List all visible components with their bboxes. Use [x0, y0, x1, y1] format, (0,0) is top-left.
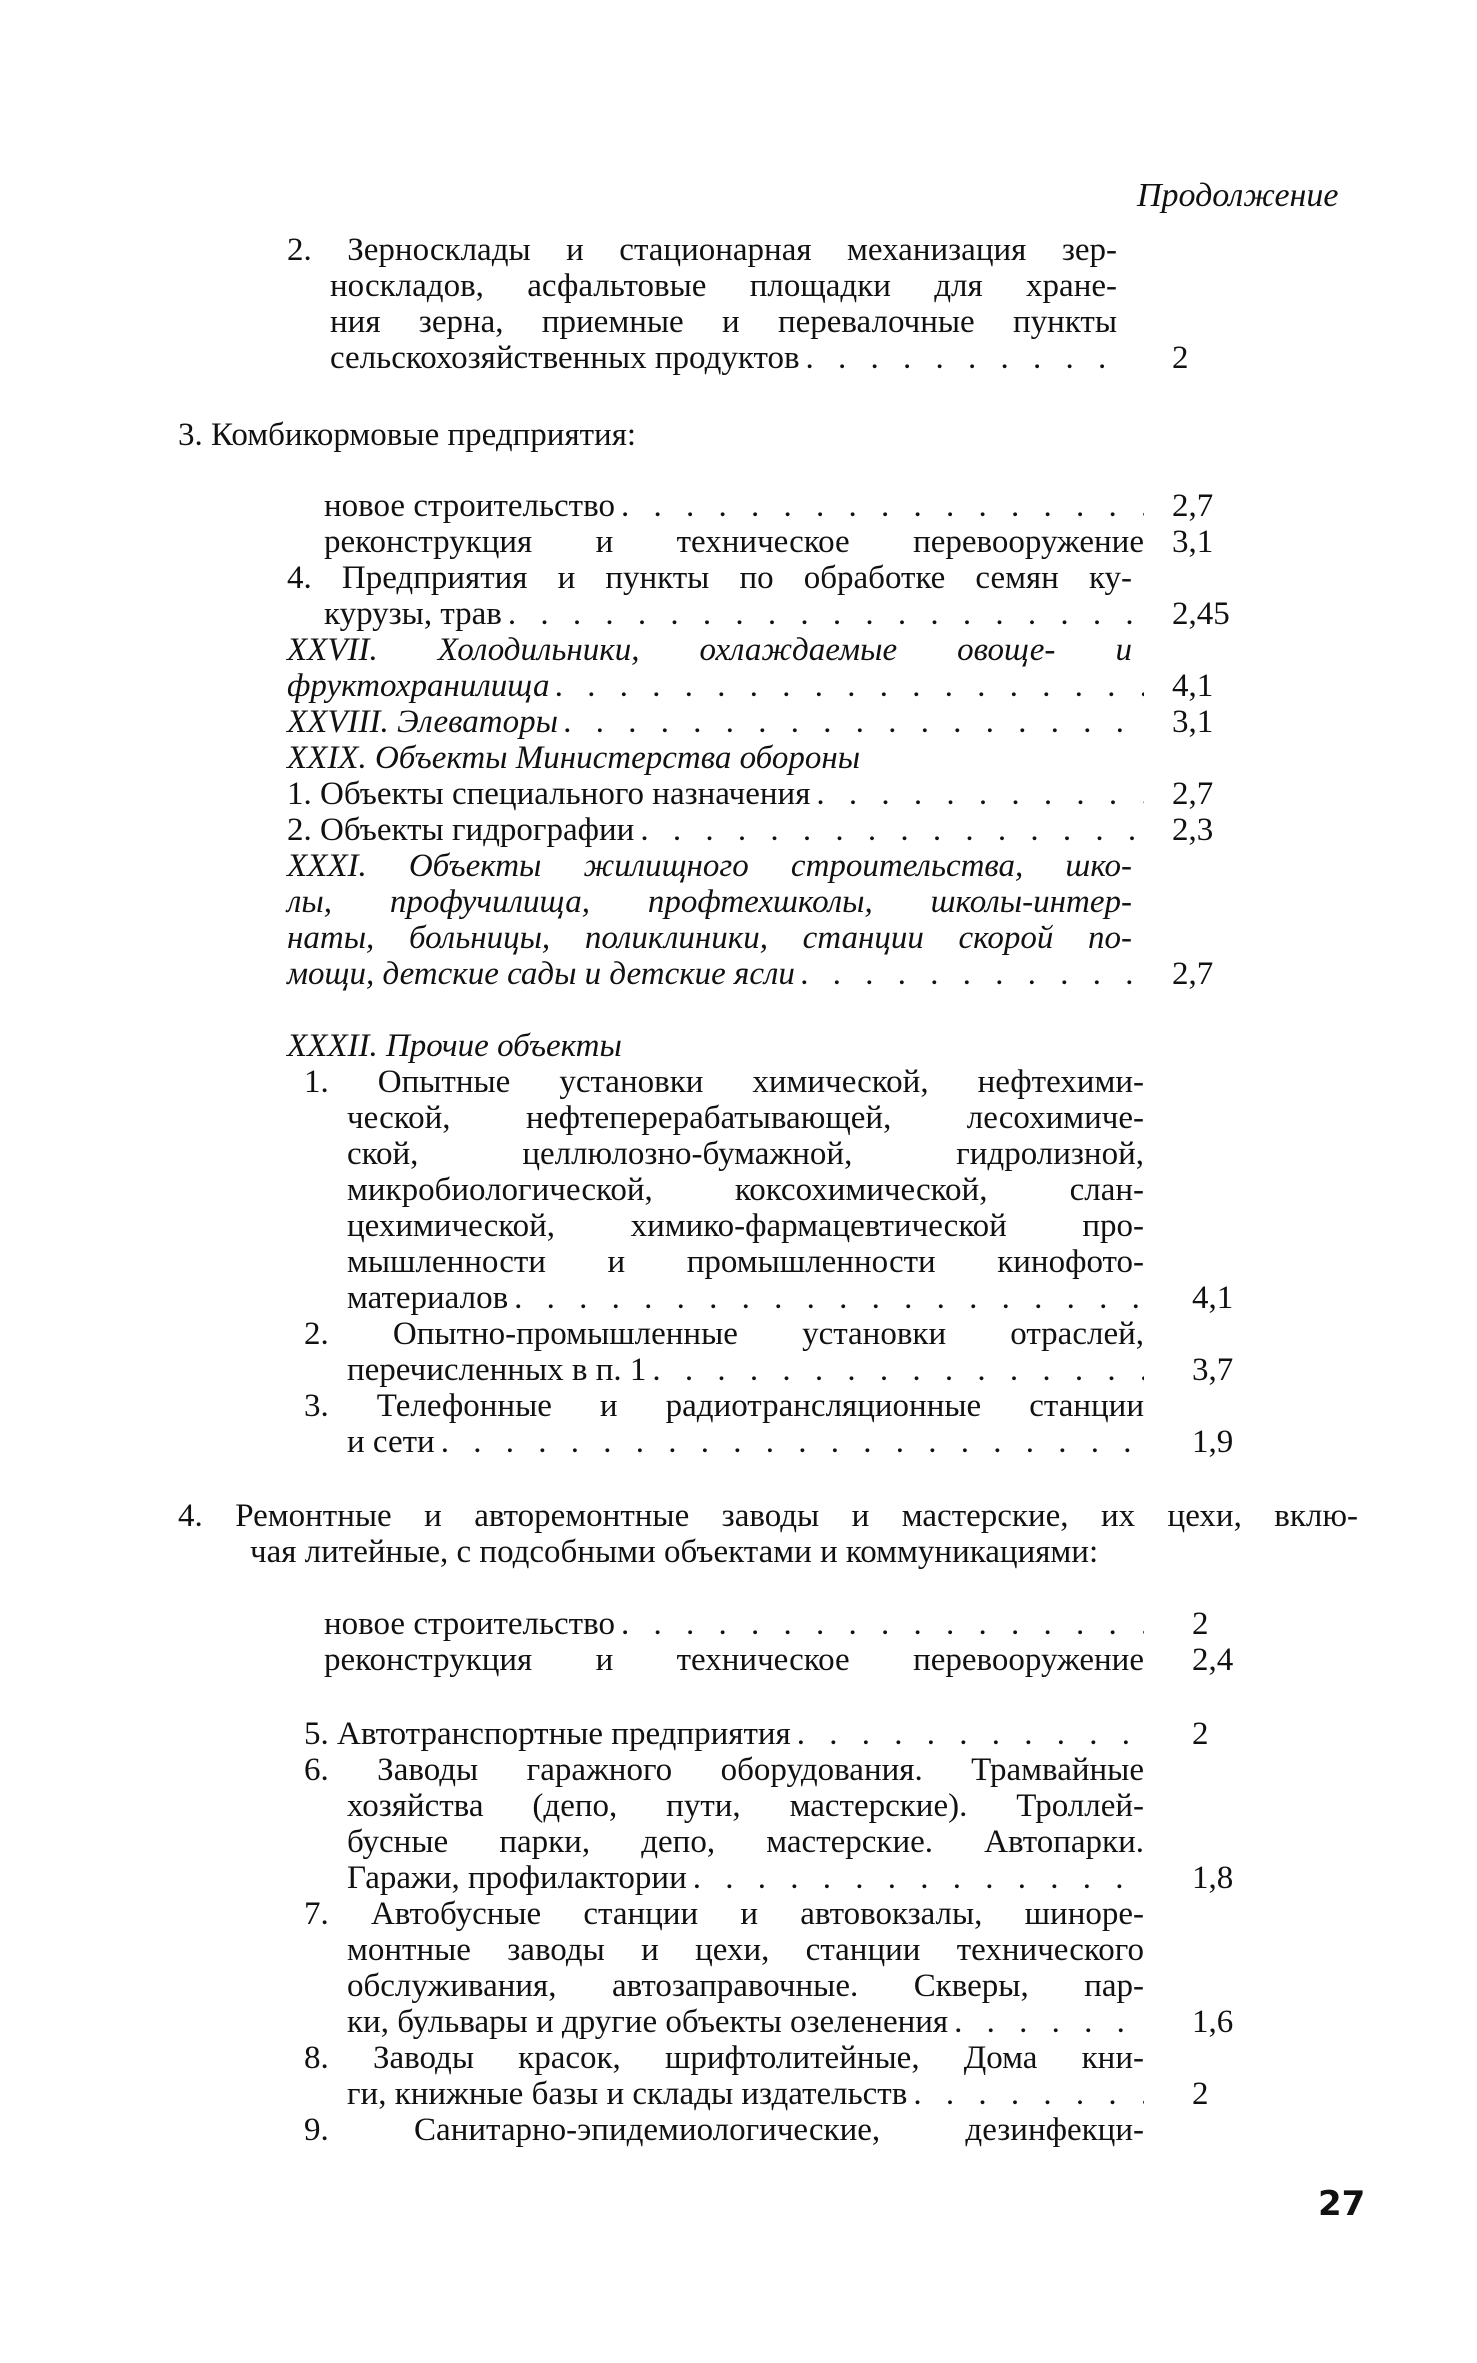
- text-line: мышленности и промышленности кинофото-: [347, 1244, 1144, 1280]
- coefficient-value: 2: [1192, 1716, 1209, 1752]
- text-line: 6. Заводы гаражного оборудования. Трамвайные: [304, 1752, 1144, 1788]
- coefficient-value: 2,7: [1172, 776, 1214, 812]
- coefficient-value: 1,8: [1192, 1860, 1234, 1896]
- text-line: обслуживания, автозаправочные. Скверы, пар-: [347, 1968, 1144, 2004]
- text-line: ния зерна, приемные и перевалочные пункты: [330, 304, 1117, 340]
- text-line: лы, профучилища, профтехшколы, школы-интер-: [287, 884, 1132, 920]
- coefficient-value: 2,7: [1172, 488, 1214, 524]
- dotted-entry: ги, книжные базы и склады издательств . . .: [347, 2076, 1144, 2112]
- dotted-entry: 1. Объекты специального назначения . . .: [287, 776, 1144, 812]
- text-line: наты, больницы, поликлиники, станции скорой по-: [287, 920, 1132, 956]
- text-line: 2. Зерносклады и стационарная механизация зер-: [287, 232, 1117, 268]
- coefficient-value: 3,1: [1172, 704, 1214, 740]
- coefficient-value: 4,1: [1172, 668, 1214, 704]
- section-heading: 4. Ремонтные и авторемонтные заводы и мастерские, их цехи, вклю-: [178, 1498, 1358, 1534]
- dotted-entry: новое строительство . . .: [324, 488, 1144, 524]
- section-heading: XXVII. Холодильники, охлаждаемые овоще- и: [287, 632, 1132, 668]
- section-heading: XXXII. Прочие объекты: [287, 1028, 622, 1064]
- dotted-entry: 2. Объекты гидрографии . . .: [287, 812, 1144, 848]
- section-heading: 3. Комбикормовые предприятия:: [178, 417, 637, 453]
- coefficient-value: 2: [1192, 1606, 1209, 1642]
- text-line: реконструкция и техническое перевооружение: [324, 524, 1144, 560]
- section-heading: XXXI. Объекты жилищного строительства, шко-: [287, 848, 1132, 884]
- coefficient-value: 4,1: [1192, 1280, 1234, 1316]
- coefficient-value: 3,7: [1192, 1352, 1234, 1388]
- text-line: ческой, нефтеперерабатывающей, лесохимиче-: [347, 1100, 1144, 1136]
- text-line: 7. Автобусные станции и автовокзалы, шиноре-: [304, 1896, 1144, 1932]
- dotted-entry: Гаражи, профилактории . . .: [347, 1860, 1144, 1896]
- text-line: 3. Телефонные и радиотрансляционные станции: [304, 1388, 1144, 1424]
- dotted-entry: новое строительство . . .: [324, 1606, 1144, 1642]
- coefficient-value: 2: [1172, 340, 1189, 376]
- text-line: хозяйства (депо, пути, мастерские). Троллей-: [347, 1788, 1144, 1824]
- text-line: монтные заводы и цехи, станции технического: [347, 1932, 1144, 1968]
- dotted-entry: и сети . . .: [347, 1424, 1144, 1460]
- page-number: 27: [1318, 2184, 1366, 2224]
- text-line: 4. Предприятия и пункты по обработке семян ку-: [287, 560, 1132, 596]
- dotted-entry: XXVIII. Элеваторы . . .: [287, 704, 1144, 740]
- text-line: 8. Заводы красок, шрифтолитейные, Дома кни-: [304, 2040, 1144, 2076]
- text-line: микробиологической, коксохимической, слан-: [347, 1172, 1144, 1208]
- coefficient-value: 2,7: [1172, 956, 1214, 992]
- text-line: реконструкция и техническое перевооружение: [324, 1642, 1144, 1678]
- coefficient-value: 3,1: [1172, 524, 1214, 560]
- dotted-entry: сельскохозяйственных продуктов . . .: [330, 340, 1130, 376]
- text-line: 1. Опытные установки химической, нефтехими-: [304, 1064, 1144, 1100]
- text-line: цехимической, химико-фармацевтической про-: [347, 1208, 1144, 1244]
- text-line: ской, целлюлозно-бумажной, гидролизной,: [347, 1136, 1144, 1172]
- coefficient-value: 2,4: [1192, 1642, 1234, 1678]
- continuation-label: Продолжение: [1137, 177, 1339, 214]
- text-line: носкладов, асфальтовые площадки для хране-: [330, 268, 1117, 304]
- coefficient-value: 1,9: [1192, 1424, 1234, 1460]
- dotted-entry: мощи, детские сады и детские ясли . . .: [287, 956, 1144, 992]
- dotted-entry: фруктохранилища . . .: [287, 668, 1144, 704]
- dotted-entry: материалов . . .: [347, 1280, 1144, 1316]
- text-line: бусные парки, депо, мастерские. Автопарки.: [347, 1824, 1144, 1860]
- text-line: 2. Опытно-промышленные установки отраслей,: [304, 1316, 1144, 1352]
- text-line: 9. Санитарно-эпидемиологические, дезинфекци-: [304, 2112, 1144, 2148]
- dotted-entry: 5. Автотранспортные предприятия . . .: [304, 1716, 1144, 1752]
- dotted-entry: курузы, трав . . .: [324, 596, 1144, 632]
- coefficient-value: 2,45: [1172, 596, 1230, 632]
- dotted-entry: перечисленных в п. 1 . . .: [347, 1352, 1144, 1388]
- text-line: чая литейные, с подсобными объектами и коммуникациями:: [250, 1534, 1099, 1570]
- section-heading: XXIX. Объекты Министерства обороны: [287, 740, 861, 776]
- coefficient-value: 2,3: [1172, 812, 1214, 848]
- coefficient-value: 1,6: [1192, 2004, 1234, 2040]
- coefficient-value: 2: [1192, 2076, 1209, 2112]
- dotted-entry: ки, бульвары и другие объекты озеленения . . .: [347, 2004, 1144, 2040]
